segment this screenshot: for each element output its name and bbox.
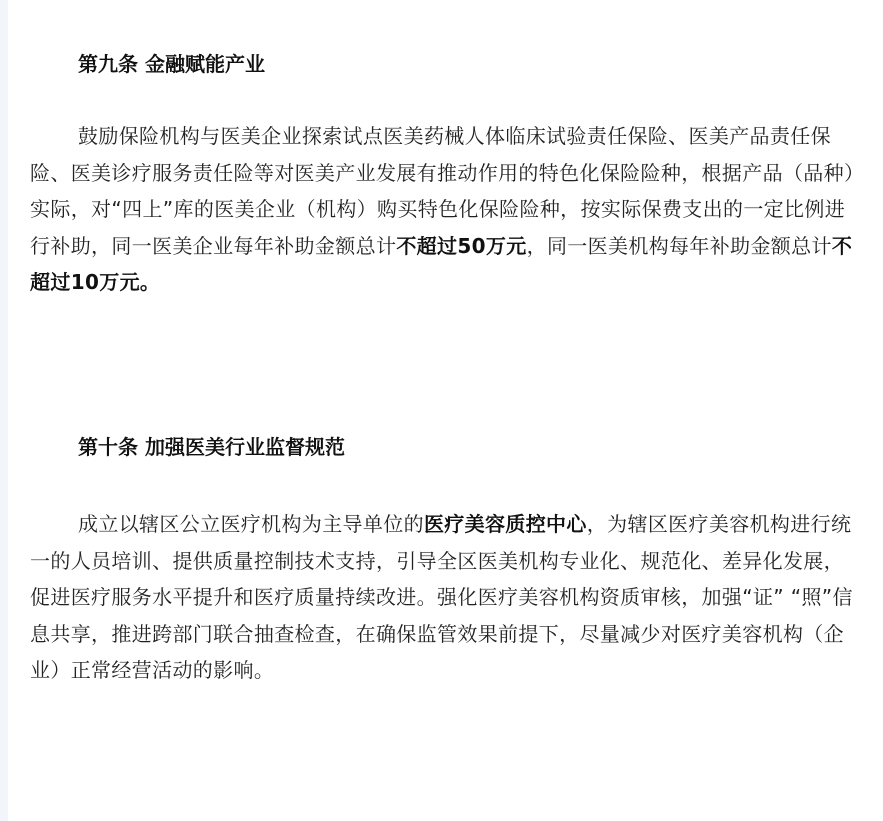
article-10-text-a: 成立以辖区公立医疗机构为主导单位的 [78, 512, 424, 536]
article-9-heading: 第九条 金融赋能产业 [78, 52, 265, 76]
article-10-bold-a: 医疗美容质控中心 [423, 512, 587, 536]
article-10-paragraph [30, 506, 862, 689]
article-9-text-a: 鼓励保险机构与医美企业探索试点医美药械人体临床试验责任保险、医美产品责任保险、医美诊疗服务责任险等对医美产业发展有推动作用的特色化保险险种，根据产品（品种）实际，对“四上”库的医美企业（机构）购买特色化保险险种，按实际保费支出的一定比例进行补助，同一医美企业每年补助金额总计 [30, 124, 855, 258]
article-10-heading: 第十条 加强医美行业监督规范 [78, 435, 345, 459]
article-9-paragraph [30, 118, 862, 301]
article-9-bold-b: 不超过10万元。 [30, 233, 853, 295]
article-9-text-b: ，同一医美机构每年补助金额总计 [526, 233, 832, 258]
article-10-text-b: ，为辖区医疗美容机构进行统一的人员培训、提供质量控制技术支持，引导全区医美机构专业化、规范化、差异化发展，促进医疗服务水平提升和医疗质量持续改进。强化医疗美容机构资质审核，加强“证” “照”信息共享，推进跨部门联合抽查检查，在确保监管效果前提下，尽量减少对医疗美容机构（企业）正常经营活动的影响。 [30, 512, 853, 683]
article-9-bold-a: 不超过50万元 [396, 233, 527, 258]
